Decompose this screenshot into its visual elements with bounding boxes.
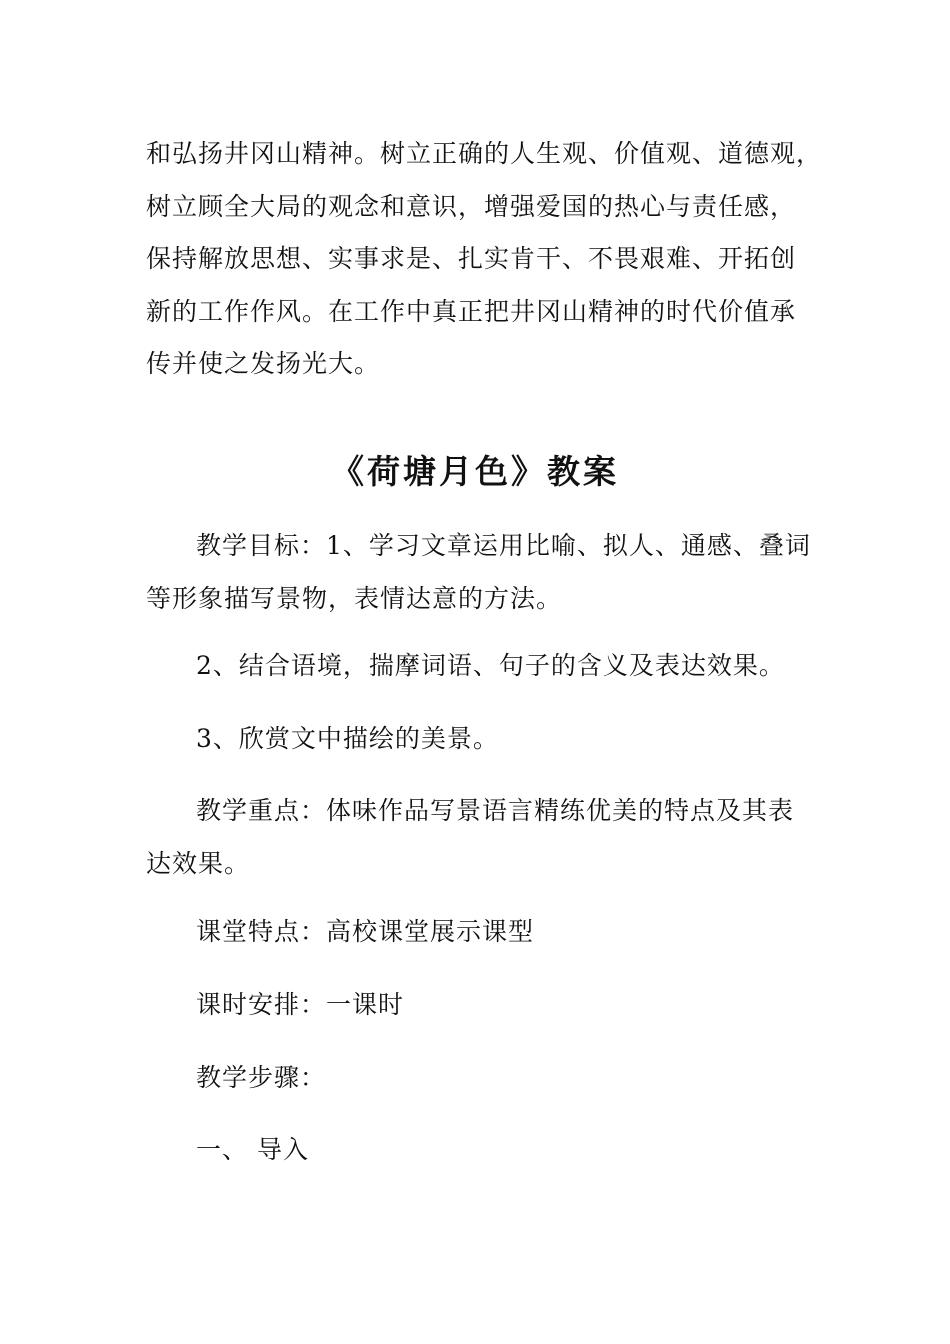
- paragraph-line: 3、欣赏文中描绘的美景。: [196, 724, 499, 753]
- paragraph-line: 课时安排：一课时: [196, 990, 405, 1019]
- focus-paragraph: [146, 798, 806, 876]
- class-schedule: [146, 992, 806, 1017]
- paragraph-line: 教学重点：体味作品写景语言精练优美的特点及其表: [196, 796, 795, 825]
- teaching-steps-label: [146, 1065, 806, 1090]
- objective-paragraph: [146, 531, 811, 613]
- objective-2: [146, 653, 806, 678]
- paragraph-line: 教学步骤：: [196, 1063, 327, 1092]
- paragraph-line: 教学目标：1、学习文章运用比喻、拟人、通感、叠词: [196, 531, 811, 560]
- class-feature: [146, 919, 806, 944]
- paragraph-line: 一、 导入: [196, 1135, 309, 1164]
- lesson-plan-title: 《荷塘月色》教案: [331, 452, 619, 491]
- paragraph-line: 达效果。: [146, 849, 251, 878]
- objective-3: [146, 726, 806, 751]
- paragraph-line: 等形象描写景物，表情达意的方法。: [146, 584, 563, 613]
- paragraph-line: 树立顾全大局的观念和意识，增强爱国的热心与责任感，: [146, 191, 797, 221]
- paragraph-line: 课堂特点：高校课堂展示课型: [196, 917, 535, 946]
- paragraph-line: 保持解放思想、实事求是、扎实肯干、不畏艰难、开拓创: [146, 244, 797, 273]
- paragraph-line: 和弘扬井冈山精神。树立正确的人生观、价值观、道德观，: [146, 139, 823, 168]
- step-one-heading: [146, 1137, 806, 1162]
- paragraph-line: 2、结合语境，揣摩词语、句子的含义及表达效果。: [196, 651, 785, 680]
- paragraph-line: 新的工作作风。在工作中真正把井冈山精神的时代价值承: [146, 296, 797, 326]
- paragraph-line: 传并使之发扬光大。: [146, 349, 381, 378]
- top-paragraph: [146, 139, 823, 378]
